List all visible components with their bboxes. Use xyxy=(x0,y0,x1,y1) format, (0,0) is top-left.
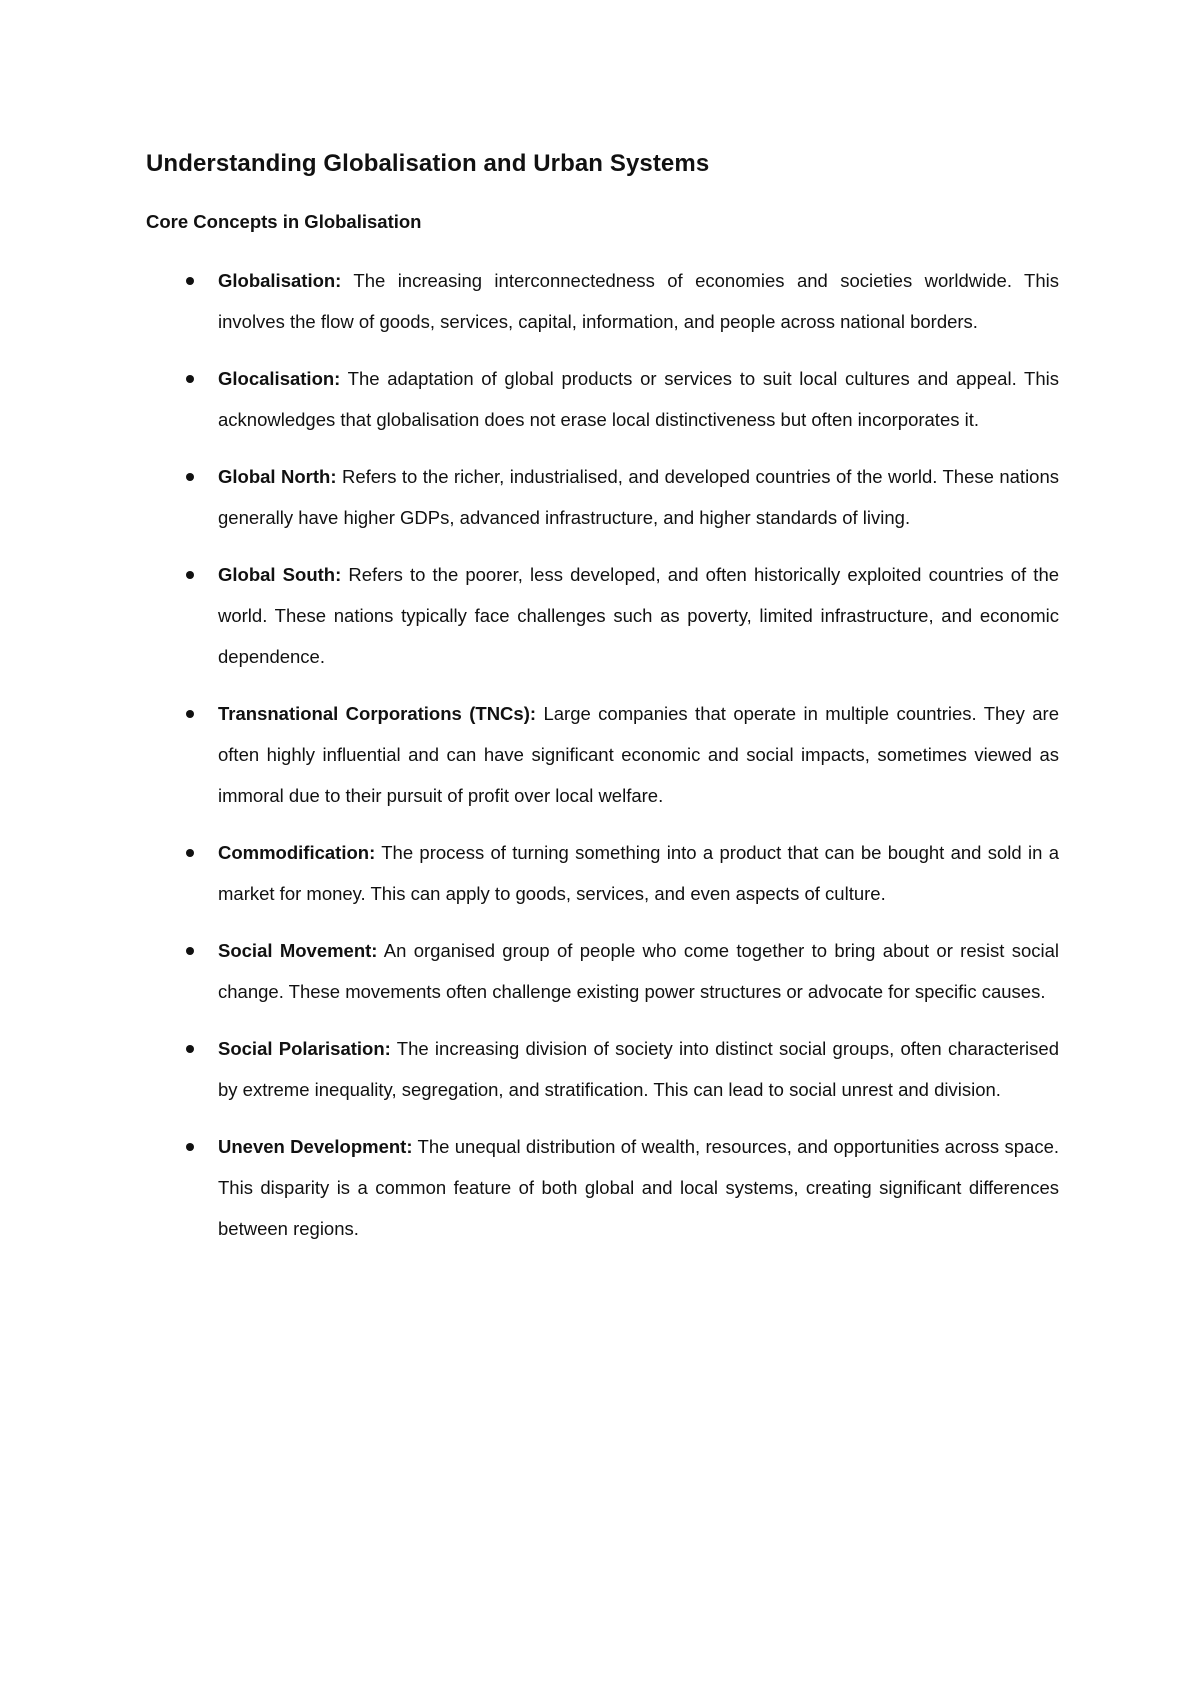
term-label: Global North: xyxy=(218,466,337,487)
list-item xyxy=(146,693,1059,816)
bullet-icon xyxy=(186,277,194,285)
list-item xyxy=(146,1028,1059,1110)
term-label: Globalisation: xyxy=(218,270,342,291)
term-definition: The increasing division of society into distinct social groups, often characterised by extreme inequality, segregation, and stratification. This can lead to social unrest and division. xyxy=(218,1038,1059,1100)
bullet-icon xyxy=(186,710,194,718)
list-item xyxy=(146,358,1059,440)
list-item xyxy=(146,456,1059,538)
term-label: Social Movement: xyxy=(218,940,378,961)
concept-list xyxy=(146,260,1059,1249)
term-definition: Refers to the richer, industrialised, and developed countries of the world. These nations generally have higher GDPs, advanced infrastructure, and higher standards of living. xyxy=(218,466,1060,528)
term-definition: An organised group of people who come together to bring about or resist social change. These movements often challenge existing power structures or advocate for specific causes. xyxy=(218,940,1059,1002)
term-definition: The unequal distribution of wealth, resources, and opportunities across space. This disparity is a common feature of both global and local systems, creating significant differences between regions. xyxy=(218,1136,1059,1239)
term-definition: The process of turning something into a product that can be bought and sold in a market for money. This can apply to goods, services, and even aspects of culture. xyxy=(218,842,1060,904)
term-label: Uneven Development: xyxy=(218,1136,413,1157)
term-definition: The adaptation of global products or services to suit local cultures and appeal. This acknowledges that globalisation does not erase local distinctiveness but often incorporates it. xyxy=(218,368,1059,430)
term-definition: The increasing interconnectedness of economies and societies worldwide. This involves the flow of goods, services, capital, information, and people across national borders. xyxy=(218,270,1060,332)
term-label: Social Polarisation: xyxy=(218,1038,391,1059)
section-heading: Core Concepts in Globalisation xyxy=(146,211,422,232)
list-item xyxy=(146,554,1059,677)
bullet-icon xyxy=(186,1045,194,1053)
term-definition: Large companies that operate in multiple countries. They are often highly influential and can have significant economic and social impacts, sometimes viewed as immoral due to their pursuit of profit over local welfare. xyxy=(218,703,1059,806)
term-label: Glocalisation: xyxy=(218,368,341,389)
bullet-icon xyxy=(186,473,194,481)
document-title: Understanding Globalisation and Urban Systems xyxy=(146,150,710,177)
term-label: Commodification: xyxy=(218,842,376,863)
bullet-icon xyxy=(186,947,194,955)
list-item xyxy=(146,1126,1059,1249)
list-item xyxy=(146,832,1059,914)
list-item xyxy=(146,260,1059,342)
bullet-icon xyxy=(186,849,194,857)
bullet-icon xyxy=(186,375,194,383)
document-body xyxy=(146,140,1059,1265)
term-label: Transnational Corporations (TNCs): xyxy=(218,703,537,724)
list-item xyxy=(146,930,1059,1012)
term-label: Global South: xyxy=(218,564,342,585)
term-definition: Refers to the poorer, less developed, and often historically exploited countries of the world. These nations typically face challenges such as poverty, limited infrastructure, and economic dependence. xyxy=(218,564,1060,667)
bullet-icon xyxy=(186,571,194,579)
bullet-icon xyxy=(186,1143,194,1151)
